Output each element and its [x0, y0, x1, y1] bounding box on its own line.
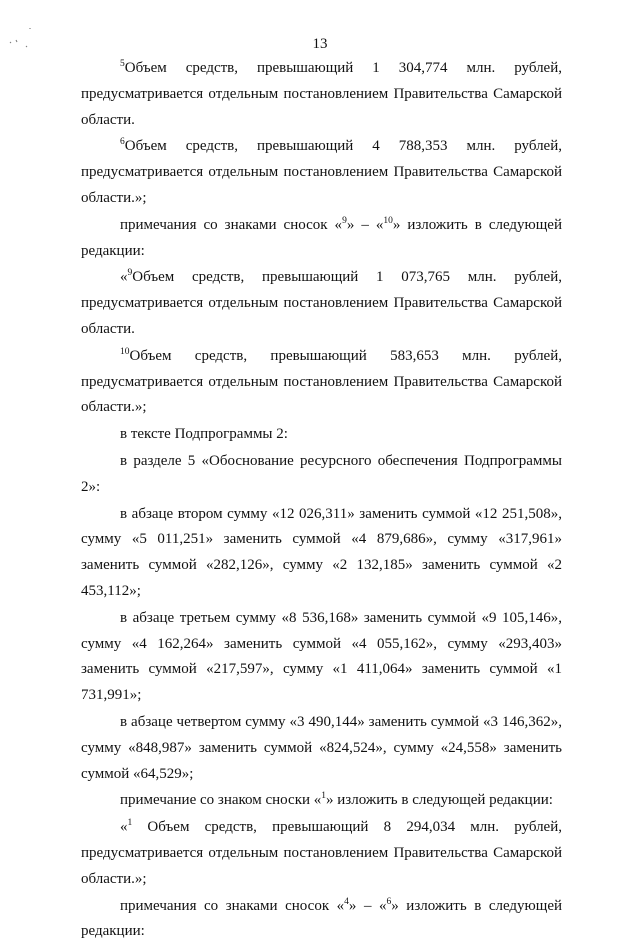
- footnote-mark: 6: [120, 137, 125, 148]
- footnote-mark: 1: [321, 791, 327, 802]
- paragraph-text: Объем средств, превышающий 4 788,353 млн. рублей, предусматривается отдельным постановлением Правительства Самарской области.»;: [81, 138, 562, 206]
- instruction-paragraph: в тексте Подпрограммы 2:: [120, 426, 288, 443]
- footnote-mark: 4: [344, 896, 349, 907]
- footnote-mark: 1: [127, 818, 133, 829]
- page-number: 13: [312, 36, 328, 52]
- footnote-paragraph: «$^9$Объем средств, превышающий 1 073,765 млн. рублей, предусматривается отдельным постановлением Правительства Самарской области.: [81, 268, 562, 337]
- footnote-mark: 9: [342, 215, 347, 226]
- instruction-paragraph: примечания со знаками сносок «$^4$» – «$^6$» изложить в следующей редакции:: [81, 896, 563, 940]
- footnote-mark: 9: [127, 268, 133, 279]
- instruction-paragraph: примечание со знаком сноски «$^1$» изложить в следующей редакции:: [120, 791, 553, 809]
- footnote-paragraph: [81, 134, 562, 211]
- footnote-mark: 5: [120, 59, 125, 69]
- paragraph-text: Объем средств, превышающий 8 294,034 млн. рублей, предусматривается отдельным постановлением Правительства Самарской области.»;: [81, 819, 562, 887]
- instruction-paragraph: примечания со знаками сносок «$^9$» – «$^{10}$» изложить в следующей редакции:: [81, 215, 562, 259]
- paragraph-text: Объем средств, превышающий 583,653 млн. рублей, предусматривается отдельным постановлением Правительства Самарской области.»;: [81, 347, 562, 416]
- footnote-paragraph: «$^1$ Объем средств, превышающий 8 294,034 млн. рублей, предусматривается отдельным постановлением Правительства Самарской области.»;: [81, 818, 562, 887]
- amendment-paragraph: в абзаце втором сумму «12 026,311» заменить суммой «12 251,508», сумму «5 011,251» заменить суммой «4 879,686», сумму «317,961» заменить суммой «282,126», сумму «2 132,185» заменить суммой «2 453,112»;: [81, 505, 562, 599]
- amendment-paragraph: в абзаце четвертом сумму «3 490,144» заменить суммой «3 146,362», сумму «848,987» заменить суммой «824,524», сумму «24,558» заменить суммой «64,529»;: [81, 713, 562, 782]
- footnote-mark: 6: [386, 896, 392, 907]
- footnote-paragraph: [81, 344, 562, 421]
- footnote-mark: 10: [383, 215, 393, 226]
- instruction-paragraph: в разделе 5 «Обоснование ресурсного обеспечения Подпрограммы 2»:: [81, 452, 562, 495]
- footnote-mark: 10: [120, 346, 130, 357]
- paragraph-text: Объем средств, превышающий 1 073,765 млн. рублей, предусматривается отдельным постановлением Правительства Самарской области.: [81, 269, 562, 337]
- paragraph-text: Объем средств, превышающий 1 304,774 млн. рублей, предусматривается отдельным постановлением Правительства Самарской области.: [81, 60, 562, 128]
- document-body: [81, 56, 562, 946]
- amendment-paragraph: в абзаце третьем сумму «8 536,168» заменить суммой «9 105,146», сумму «4 162,264» заменить суммой «4 055,162», сумму «293,403» заменить суммой «217,597», сумму «1 411,064» заменить суммой «1 731,991»;: [81, 609, 562, 704]
- footnote-paragraph: [81, 56, 562, 133]
